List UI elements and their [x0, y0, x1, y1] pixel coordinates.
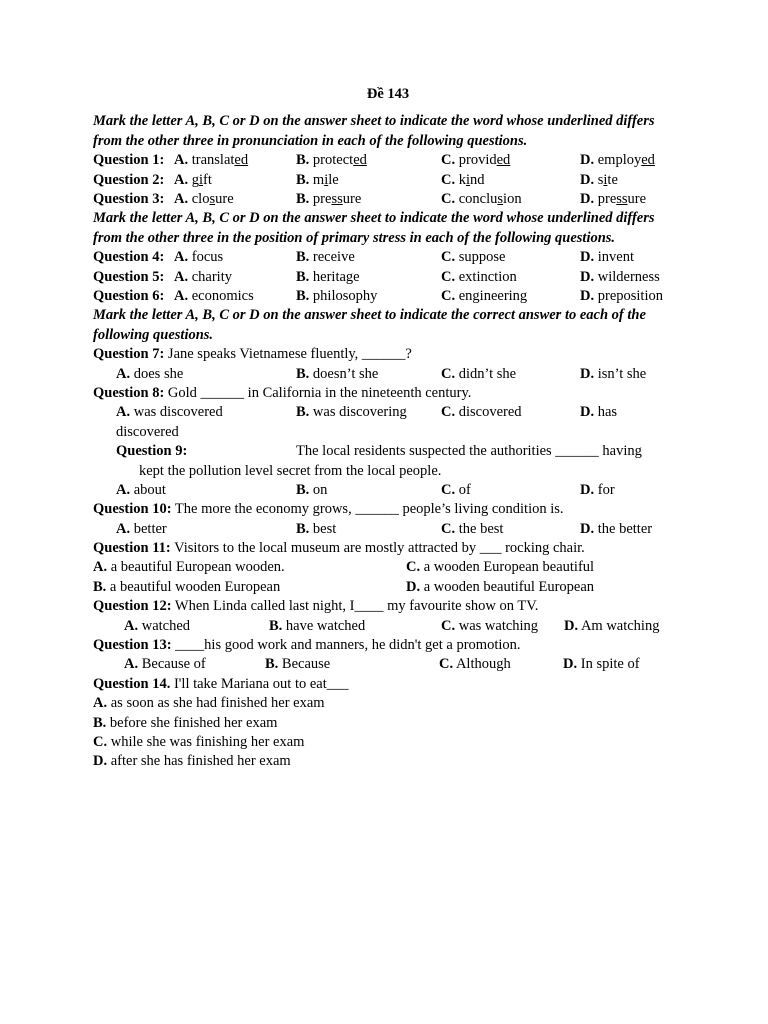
option-b[interactable]: B. was discovering [296, 404, 407, 421]
question-5 [93, 268, 683, 287]
option-b[interactable]: B. best [296, 520, 337, 537]
option-a[interactable]: A. was discovered [116, 404, 223, 421]
question-label: Question 11: [93, 540, 171, 557]
option-b[interactable]: B. heritage [296, 268, 360, 285]
question-14 [93, 675, 683, 694]
option-a[interactable]: A. focus [174, 249, 224, 266]
option-d[interactable]: D. Am watching [564, 617, 660, 634]
question-stem: ____his good work and manners, he didn't get a promotion. [175, 637, 521, 654]
option-b[interactable]: B. a beautiful wooden European [93, 578, 281, 595]
option-d[interactable]: D. preposition [580, 287, 663, 304]
document [93, 85, 683, 772]
option-c[interactable]: C. Although [439, 656, 511, 673]
question-9 [93, 442, 683, 461]
option-d[interactable]: D. after she has finished her exam [93, 753, 291, 770]
question-13-options [93, 655, 683, 674]
question-12-options [93, 617, 683, 636]
question-label: Question 1: [93, 152, 165, 169]
option-a[interactable]: A. closure [174, 191, 234, 207]
option-d[interactable]: D. invent [580, 249, 634, 266]
option-c[interactable]: C. while she was finishing her exam [93, 734, 305, 750]
question-13 [93, 636, 683, 655]
option-c[interactable]: C. was watching [441, 617, 539, 634]
question-label: Question 9: [116, 443, 188, 460]
instruction-correct-answer: Mark the letter A, B, C or D on the answer sheet to indicate the correct answer to each of the following questions. [93, 307, 646, 343]
option-d[interactable]: D. the better [580, 520, 653, 537]
option-b[interactable]: B. on [296, 481, 328, 498]
question-9-options [93, 481, 683, 500]
option-a[interactable]: A. translated [174, 152, 249, 169]
option-a[interactable]: A. Because of [124, 656, 206, 673]
question-7-options [93, 365, 683, 384]
question-label: Question 5: [93, 268, 165, 285]
question-label: Question 3: [93, 191, 165, 207]
option-c[interactable]: C. a wooden European beautiful [406, 559, 595, 576]
question-label: Question 2: [93, 171, 165, 188]
question-7 [93, 345, 683, 364]
instruction-pronunciation: Mark the letter A, B, C or D on the answer sheet to indicate the word whose underlined differs from the other three in pronunciation in each of the following questions. [93, 113, 655, 149]
question-12 [93, 597, 683, 616]
question-2 [93, 171, 683, 190]
question-3 [93, 190, 683, 209]
question-stem: The more the economy grows, ______ people’s living condition is. [174, 501, 564, 518]
page-title: Đề 143 [366, 86, 410, 102]
question-stem: Visitors to the local museum are mostly attracted by ___ rocking chair. [174, 540, 585, 557]
option-c[interactable]: C. extinction [441, 268, 517, 285]
question-11-options-ac [93, 558, 683, 577]
option-c[interactable]: C. provided [441, 152, 511, 169]
question-11-options-bd [93, 578, 683, 597]
option-d[interactable]: D. wilderness [580, 268, 660, 285]
option-d[interactable]: D. a wooden beautiful European [406, 578, 595, 595]
instruction-stress: Mark the letter A, B, C or D on the answer sheet to indicate the word whose underlined differs from the other three in the position of primary stress in each of the following questions. [93, 210, 655, 246]
option-c[interactable]: C. conclusion [441, 191, 522, 207]
option-c[interactable]: C. of [441, 481, 471, 498]
option-b[interactable]: B. doesn’t she [296, 365, 379, 382]
option-d[interactable]: D. isn’t she [580, 365, 647, 382]
option-c[interactable]: C. discovered [441, 404, 522, 421]
question-8-options [93, 403, 683, 422]
question-label: Question 13: [93, 637, 172, 654]
question-stem-continuation: kept the pollution level secret from the local people. [139, 462, 442, 479]
question-stem: Jane speaks Vietnamese fluently, ______? [167, 346, 412, 363]
question-stem: I'll take Mariana out to eat___ [173, 675, 349, 692]
question-label: Question 7: [93, 346, 165, 363]
option-a[interactable]: A. better [116, 520, 167, 537]
question-label: Question 10: [93, 501, 172, 518]
option-c[interactable]: C. kind [441, 171, 485, 188]
question-label: Question 12: [93, 598, 172, 615]
option-b[interactable]: B. protected [296, 152, 367, 169]
question-10-options [93, 520, 683, 539]
question-4 [93, 248, 683, 267]
question-label: Question 8: [93, 384, 165, 401]
question-1 [93, 151, 683, 170]
option-b[interactable]: B. pressure [296, 191, 362, 207]
option-a[interactable]: A. gift [174, 171, 212, 188]
option-a[interactable]: A. watched [124, 617, 191, 634]
option-b[interactable]: B. before she finished her exam [93, 714, 278, 731]
option-b[interactable]: B. have watched [269, 617, 366, 634]
option-b[interactable]: B. philosophy [296, 287, 378, 304]
option-c[interactable]: C. didn’t she [441, 365, 517, 382]
question-label: Question 6: [93, 287, 165, 304]
option-a[interactable]: A. as soon as she had finished her exam [93, 695, 325, 712]
option-d-continuation: discovered [116, 423, 179, 440]
option-d[interactable]: D. site [580, 171, 618, 188]
option-b[interactable]: B. mile [296, 171, 339, 188]
question-label: Question 4: [93, 249, 165, 266]
option-c[interactable]: C. the best [441, 520, 504, 537]
option-d[interactable]: D. for [580, 481, 615, 498]
option-a[interactable]: A. about [116, 481, 166, 498]
question-stem: The local residents suspected the authorities ______ having [296, 443, 642, 460]
question-stem: When Linda called last night, I____ my favourite show on TV. [174, 598, 539, 615]
question-10 [93, 500, 683, 519]
option-b[interactable]: B. Because [265, 656, 331, 673]
option-a[interactable]: A. charity [174, 268, 232, 285]
question-6 [93, 287, 683, 306]
option-a[interactable]: A. economics [174, 287, 254, 304]
question-11 [93, 539, 683, 558]
option-d[interactable]: D. has [580, 404, 618, 421]
option-d[interactable]: D. employed [580, 152, 655, 169]
option-c[interactable]: C. suppose [441, 249, 506, 266]
option-a[interactable]: A. does she [116, 365, 184, 382]
question-stem: Gold ______ in California in the nineteenth century. [167, 384, 472, 401]
option-c[interactable]: C. engineering [441, 287, 528, 304]
option-b[interactable]: B. receive [296, 249, 355, 266]
option-d[interactable]: D. pressure [580, 191, 647, 207]
option-d[interactable]: D. In spite of [563, 656, 640, 673]
option-a[interactable]: A. a beautiful European wooden. [93, 559, 285, 576]
question-label: Question 14. [93, 675, 171, 692]
question-8 [93, 384, 683, 403]
